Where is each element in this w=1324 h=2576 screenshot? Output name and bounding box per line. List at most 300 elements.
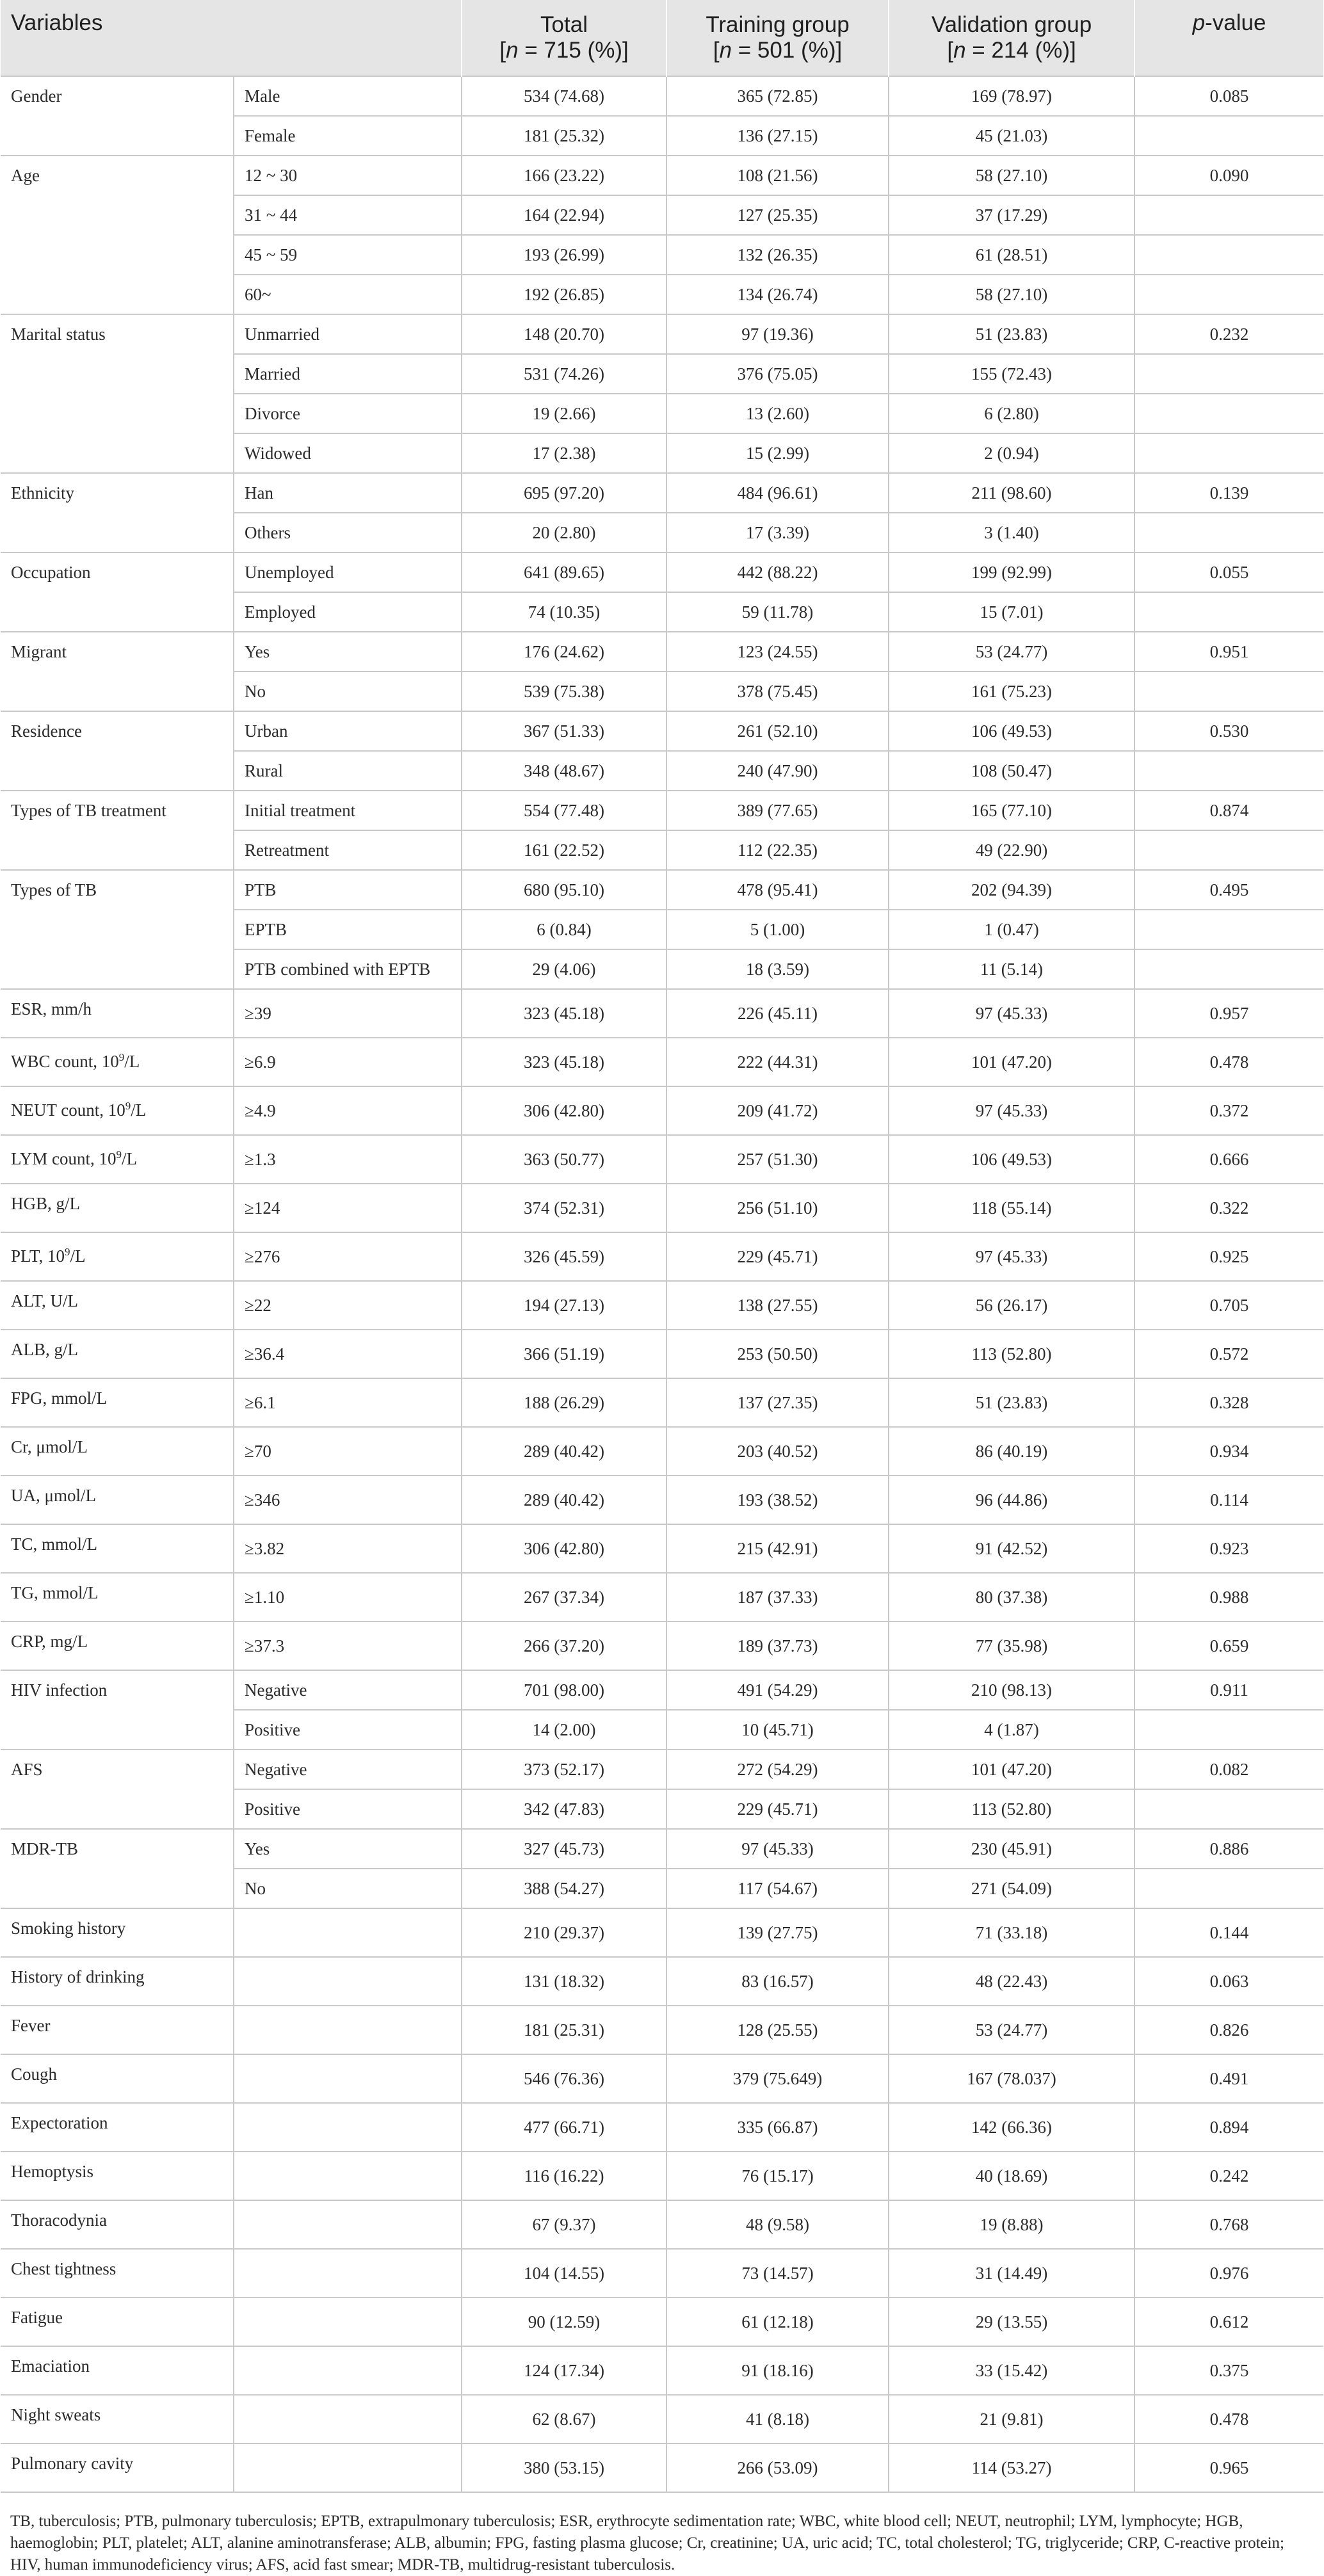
validation-cell: 71 (33.18) [889,1908,1134,1957]
validation-cell: 53 (24.77) [889,632,1134,672]
pvalue-cell [1134,1869,1323,1908]
header-total-n: [n = 715 (%)] [499,38,629,63]
table-header [1,0,1323,76]
table-row [1,552,1323,592]
variable-cell [1,2054,234,2103]
variable-cell [1,1524,234,1573]
validation-cell: 49 (22.90) [889,830,1134,870]
category-cell: Yes [234,1829,462,1869]
pvalue-cell [1134,592,1323,632]
category-cell: Female [234,116,462,156]
pvalue-cell [1134,751,1323,791]
variable-cell [1,1829,234,1908]
total-cell: 641 (89.65) [462,552,666,592]
training-cell: 41 (8.18) [666,2395,889,2443]
training-cell: 257 (51.30) [666,1135,889,1184]
table-row [1,1476,1323,1524]
table-row [1,711,1323,751]
training-cell: 222 (44.31) [666,1038,889,1086]
validation-cell: 97 (45.33) [889,1232,1134,1281]
category-cell: ≥1.10 [234,1573,462,1622]
pvalue-cell: 0.572 [1134,1330,1323,1378]
pvalue-cell [1134,116,1323,156]
pvalue-cell: 0.934 [1134,1427,1323,1476]
category-cell: Unemployed [234,552,462,592]
variable-cell [1,473,234,552]
table-row [1,1957,1323,2006]
total-cell: 29 (4.06) [462,949,666,989]
variable-label: CRP, mg/L [11,1632,88,1651]
training-cell: 240 (47.90) [666,751,889,791]
variable-label: TC, mmol/L [11,1534,97,1554]
category-cell: PTB [234,870,462,910]
pvalue-cell: 0.666 [1134,1135,1323,1184]
total-cell: 546 (76.36) [462,2054,666,2103]
total-cell: 166 (23.22) [462,156,666,195]
variable-cell [1,1670,234,1750]
variable-label: Age [11,166,40,185]
total-cell: 531 (74.26) [462,354,666,394]
validation-cell: 40 (18.69) [889,2152,1134,2200]
training-cell: 215 (42.91) [666,1524,889,1573]
table-row [1,1135,1323,1184]
training-cell: 139 (27.75) [666,1908,889,1957]
total-cell: 62 (8.67) [462,2395,666,2443]
training-cell: 442 (88.22) [666,552,889,592]
total-cell: 306 (42.80) [462,1524,666,1573]
category-cell [234,2443,462,2492]
variable-label: Hemoptysis [11,2162,94,2181]
training-cell: 59 (11.78) [666,592,889,632]
validation-cell: 3 (1.40) [889,513,1134,552]
training-cell: 261 (52.10) [666,711,889,751]
variable-cell [1,989,234,1038]
table-row [1,1184,1323,1232]
variable-cell [1,1330,234,1378]
category-cell: ≥3.82 [234,1524,462,1573]
total-cell: 327 (45.73) [462,1829,666,1869]
pvalue-cell [1134,513,1323,552]
variable-cell [1,1038,234,1086]
validation-cell: 202 (94.39) [889,870,1134,910]
training-cell: 117 (54.67) [666,1869,889,1908]
validation-cell: 167 (78.037) [889,2054,1134,2103]
table-row [1,76,1323,116]
variable-label: Residence [11,721,82,741]
table-row [1,314,1323,354]
total-cell: 148 (20.70) [462,314,666,354]
total-cell: 90 (12.59) [462,2298,666,2346]
category-cell: Male [234,76,462,116]
pvalue-cell [1134,354,1323,394]
variable-label: Night sweats [11,2405,101,2424]
validation-cell: 1 (0.47) [889,910,1134,949]
variable-label: Smoking history [11,1919,126,1938]
training-cell: 132 (26.35) [666,235,889,275]
table-row [1,2006,1323,2054]
variable-cell [1,2152,234,2200]
total-cell: 695 (97.20) [462,473,666,513]
validation-cell: 165 (77.10) [889,791,1134,830]
variable-cell [1,552,234,632]
validation-cell: 96 (44.86) [889,1476,1134,1524]
variable-cell [1,1427,234,1476]
table-row [1,1670,1323,1710]
table-row [1,1281,1323,1330]
table-row [1,2054,1323,2103]
validation-cell: 97 (45.33) [889,989,1134,1038]
total-cell: 539 (75.38) [462,672,666,711]
total-cell: 176 (24.62) [462,632,666,672]
header-pvalue-p: p [1192,10,1206,35]
training-cell: 253 (50.50) [666,1330,889,1378]
category-cell: Yes [234,632,462,672]
variable-cell [1,2346,234,2395]
table-row [1,870,1323,910]
training-cell: 376 (75.05) [666,354,889,394]
variable-label: PLT, 10 [11,1246,65,1266]
validation-cell: 77 (35.98) [889,1622,1134,1670]
validation-cell: 29 (13.55) [889,2298,1134,2346]
header-pvalue [1134,0,1323,76]
training-cell: 18 (3.59) [666,949,889,989]
total-cell: 210 (29.37) [462,1908,666,1957]
variable-label: TG, mmol/L [11,1583,99,1602]
validation-cell: 114 (53.27) [889,2443,1134,2492]
total-cell: 363 (50.77) [462,1135,666,1184]
table-row [1,1908,1323,1957]
category-cell: ≥36.4 [234,1330,462,1378]
validation-cell: 142 (66.36) [889,2103,1134,2152]
validation-cell: 108 (50.47) [889,751,1134,791]
header-validation-title: Validation group [931,12,1092,37]
pvalue-cell: 0.232 [1134,314,1323,354]
category-cell [234,2006,462,2054]
table-row [1,2298,1323,2346]
total-cell: 104 (14.55) [462,2249,666,2298]
training-cell: 73 (14.57) [666,2249,889,2298]
training-cell: 123 (24.55) [666,632,889,672]
variable-cell [1,1957,234,2006]
header-pvalue-rest: -value [1205,10,1266,35]
validation-cell: 210 (98.13) [889,1670,1134,1710]
variable-label: Emaciation [11,2356,90,2376]
total-cell: 267 (37.34) [462,1573,666,1622]
pvalue-cell: 0.063 [1134,1957,1323,2006]
validation-cell: 80 (37.38) [889,1573,1134,1622]
pvalue-cell: 0.375 [1134,2346,1323,2395]
training-cell: 13 (2.60) [666,394,889,433]
category-cell: ≥22 [234,1281,462,1330]
variable-cell [1,76,234,156]
training-cell: 378 (75.45) [666,672,889,711]
category-cell: 12 ~ 30 [234,156,462,195]
category-cell: ≥39 [234,989,462,1038]
category-cell: Married [234,354,462,394]
category-cell: Positive [234,1789,462,1829]
pvalue-cell [1134,394,1323,433]
table-row [1,2395,1323,2443]
training-cell: 76 (15.17) [666,2152,889,2200]
pvalue-cell: 0.612 [1134,2298,1323,2346]
total-cell: 20 (2.80) [462,513,666,552]
training-cell: 229 (45.71) [666,1232,889,1281]
table-row [1,1829,1323,1869]
validation-cell: 101 (47.20) [889,1038,1134,1086]
training-cell: 389 (77.65) [666,791,889,830]
category-cell: Widowed [234,433,462,473]
pvalue-cell: 0.768 [1134,2200,1323,2249]
variable-cell [1,2006,234,2054]
header-row [1,0,1323,76]
category-cell: Divorce [234,394,462,433]
training-cell: 112 (22.35) [666,830,889,870]
validation-cell: 15 (7.01) [889,592,1134,632]
total-cell: 266 (37.20) [462,1622,666,1670]
variable-label: Expectoration [11,2113,108,2132]
category-cell [234,2103,462,2152]
training-cell: 365 (72.85) [666,76,889,116]
training-cell: 48 (9.58) [666,2200,889,2249]
table-row [1,1086,1323,1135]
training-cell: 128 (25.55) [666,2006,889,2054]
variable-cell [1,1086,234,1135]
validation-cell: 37 (17.29) [889,195,1134,235]
variable-label: Types of TB [11,880,97,899]
variable-label: Thoracodynia [11,2210,107,2230]
category-cell: ≥276 [234,1232,462,1281]
table-row [1,2346,1323,2395]
validation-cell: 86 (40.19) [889,1427,1134,1476]
variable-cell [1,1135,234,1184]
total-cell: 323 (45.18) [462,989,666,1038]
pvalue-cell: 0.491 [1134,2054,1323,2103]
total-cell: 14 (2.00) [462,1710,666,1750]
variable-label: Cough [11,2065,58,2084]
pvalue-cell: 0.705 [1134,1281,1323,1330]
variable-label: History of drinking [11,1967,145,1986]
total-cell: 680 (95.10) [462,870,666,910]
pvalue-cell: 0.090 [1134,156,1323,195]
validation-cell: 21 (9.81) [889,2395,1134,2443]
training-cell: 272 (54.29) [666,1750,889,1789]
table-row [1,1232,1323,1281]
training-cell: 83 (16.57) [666,1957,889,2006]
variable-cell [1,1184,234,1232]
validation-cell: 56 (26.17) [889,1281,1134,1330]
variable-label: HIV infection [11,1680,108,1700]
training-cell: 91 (18.16) [666,2346,889,2395]
unit-suffix: /L [70,1246,86,1266]
table-row [1,2249,1323,2298]
header-total-title: Total [540,12,588,37]
total-cell: 74 (10.35) [462,592,666,632]
total-cell: 19 (2.66) [462,394,666,433]
variable-cell [1,2298,234,2346]
category-cell: Rural [234,751,462,791]
total-cell: 326 (45.59) [462,1232,666,1281]
table-body [1,76,1323,2492]
validation-cell: 101 (47.20) [889,1750,1134,1789]
validation-cell: 53 (24.77) [889,2006,1134,2054]
validation-cell: 19 (8.88) [889,2200,1134,2249]
total-cell: 388 (54.27) [462,1869,666,1908]
validation-cell: 161 (75.23) [889,672,1134,711]
unit-exponent: 9 [125,1100,131,1112]
variable-cell [1,791,234,870]
pvalue-cell: 0.139 [1134,473,1323,513]
table-row [1,1378,1323,1427]
total-cell: 116 (16.22) [462,2152,666,2200]
header-variables [1,0,462,76]
validation-cell: 11 (5.14) [889,949,1134,989]
pvalue-cell: 0.886 [1134,1829,1323,1869]
category-cell: ≥6.1 [234,1378,462,1427]
category-cell: ≥4.9 [234,1086,462,1135]
training-cell: 256 (51.10) [666,1184,889,1232]
pvalue-cell: 0.826 [1134,2006,1323,2054]
variable-label: Cr, μmol/L [11,1437,88,1456]
category-cell [234,1908,462,1957]
training-cell: 137 (27.35) [666,1378,889,1427]
total-cell: 342 (47.83) [462,1789,666,1829]
variable-cell [1,870,234,989]
training-cell: 478 (95.41) [666,870,889,910]
validation-cell: 106 (49.53) [889,711,1134,751]
variable-cell [1,1476,234,1524]
pvalue-cell: 0.478 [1134,1038,1323,1086]
category-cell: No [234,672,462,711]
category-cell: Urban [234,711,462,751]
pvalue-cell: 0.957 [1134,989,1323,1038]
variable-cell [1,632,234,711]
variable-label: ALB, g/L [11,1340,78,1359]
pvalue-cell [1134,1789,1323,1829]
validation-cell: 58 (27.10) [889,275,1134,314]
validation-cell: 230 (45.91) [889,1829,1134,1869]
table-row [1,989,1323,1038]
variable-label: HGB, g/L [11,1194,80,1213]
total-cell: 192 (26.85) [462,275,666,314]
variable-cell [1,2200,234,2249]
training-cell: 209 (41.72) [666,1086,889,1135]
pvalue-cell: 0.894 [1134,2103,1323,2152]
unit-exponent: 9 [118,1051,125,1063]
unit-exponent: 9 [65,1246,70,1258]
validation-cell: 51 (23.83) [889,314,1134,354]
table-row [1,1573,1323,1622]
training-cell: 189 (37.73) [666,1622,889,1670]
table-row [1,1038,1323,1086]
total-cell: 366 (51.19) [462,1330,666,1378]
total-cell: 6 (0.84) [462,910,666,949]
category-cell: ≥70 [234,1427,462,1476]
total-cell: 701 (98.00) [462,1670,666,1710]
training-cell: 61 (12.18) [666,2298,889,2346]
variable-label: UA, μmol/L [11,1486,96,1505]
table-row [1,632,1323,672]
validation-cell: 211 (98.60) [889,473,1134,513]
variable-label: WBC count, 10 [11,1052,119,1071]
category-cell: 45 ~ 59 [234,235,462,275]
validation-cell: 118 (55.14) [889,1184,1134,1232]
pvalue-cell: 0.085 [1134,76,1323,116]
table-row [1,2200,1323,2249]
variable-cell [1,156,234,314]
total-cell: 17 (2.38) [462,433,666,473]
validation-cell: 113 (52.80) [889,1789,1134,1829]
training-cell: 187 (37.33) [666,1573,889,1622]
category-cell: PTB combined with EPTB [234,949,462,989]
category-cell: Retreatment [234,830,462,870]
table-row [1,2443,1323,2492]
total-cell: 477 (66.71) [462,2103,666,2152]
total-cell: 374 (52.31) [462,1184,666,1232]
category-cell [234,2249,462,2298]
validation-cell: 58 (27.10) [889,156,1134,195]
variable-label: Fatigue [11,2308,63,2327]
validation-cell: 2 (0.94) [889,433,1134,473]
variable-label: Types of TB treatment [11,801,166,820]
variable-cell [1,2443,234,2492]
header-variables-label: Variables [11,10,103,35]
unit-suffix: /L [131,1100,147,1120]
total-cell: 306 (42.80) [462,1086,666,1135]
training-cell: 229 (45.71) [666,1789,889,1829]
unit-suffix: /L [124,1052,140,1071]
training-cell: 138 (27.55) [666,1281,889,1330]
header-validation-n: [n = 214 (%)] [947,38,1076,63]
pvalue-cell [1134,949,1323,989]
validation-cell: 51 (23.83) [889,1378,1134,1427]
pvalue-cell: 0.495 [1134,870,1323,910]
validation-cell: 48 (22.43) [889,1957,1134,2006]
variable-cell [1,1232,234,1281]
variable-label: NEUT count, 10 [11,1100,125,1120]
pvalue-cell: 0.242 [1134,2152,1323,2200]
variable-cell [1,1622,234,1670]
header-training [666,0,889,76]
total-cell: 131 (18.32) [462,1957,666,2006]
variable-label: FPG, mmol/L [11,1389,108,1408]
training-cell: 226 (45.11) [666,989,889,1038]
variable-label: Fever [11,2016,51,2035]
category-cell [234,2152,462,2200]
pvalue-cell [1134,235,1323,275]
validation-cell: 271 (54.09) [889,1869,1134,1908]
category-cell: No [234,1869,462,1908]
pvalue-cell: 0.530 [1134,711,1323,751]
table-row [1,2103,1323,2152]
pvalue-cell: 0.911 [1134,1670,1323,1710]
characteristics-table [1,0,1323,2493]
variable-cell [1,2249,234,2298]
table-row [1,2152,1323,2200]
table-row [1,1330,1323,1378]
pvalue-cell: 0.372 [1134,1086,1323,1135]
variable-label: Gender [11,86,62,106]
total-cell: 373 (52.17) [462,1750,666,1789]
validation-cell: 31 (14.49) [889,2249,1134,2298]
table-row [1,791,1323,830]
validation-cell: 106 (49.53) [889,1135,1134,1184]
category-cell: ≥1.3 [234,1135,462,1184]
table-row [1,1524,1323,1573]
pvalue-cell [1134,195,1323,235]
total-cell: 124 (17.34) [462,2346,666,2395]
category-cell [234,2346,462,2395]
total-cell: 161 (22.52) [462,830,666,870]
